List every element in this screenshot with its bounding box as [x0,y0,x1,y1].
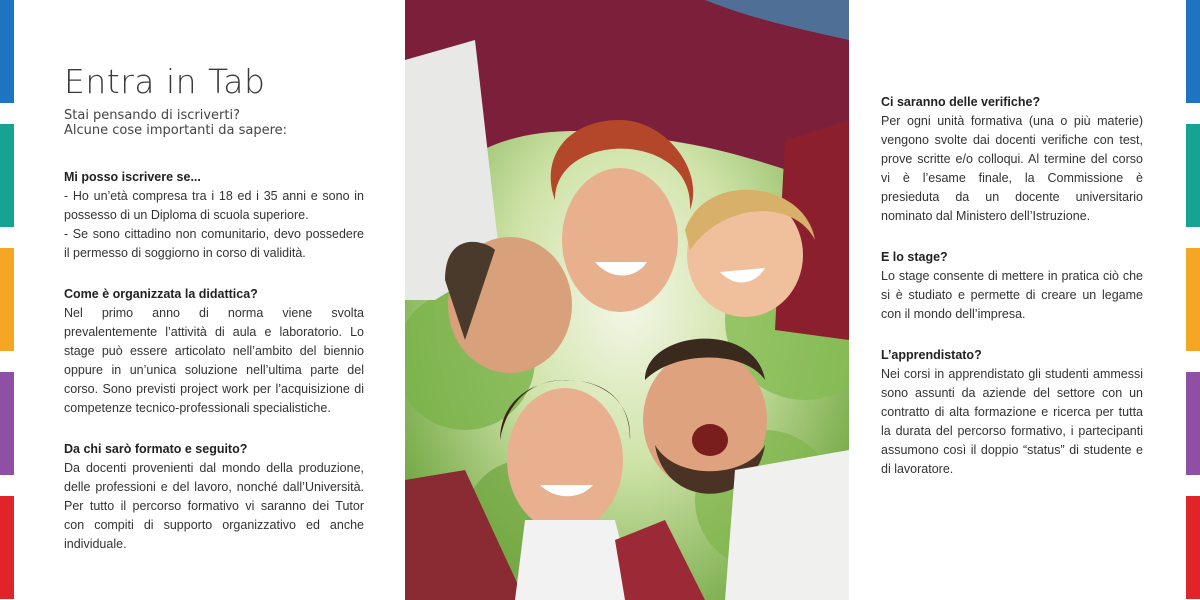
right-column [881,93,1143,479]
subtitle-line: Stai pensando di iscriverti? [64,108,240,123]
page-title: Entra in Tab [64,62,266,101]
section-heading: L’apprendistato? [881,348,982,362]
section-body: Nei corsi in apprendistato gli studenti ammessi sono assunti da aziende del settore con un contratto di alta formazione e ricerca per tutta la durata del percorso formativo, i partecipanti assumono così il doppio “status” di studente e di lavoratore. [881,367,1143,476]
subtitle-line: Alcune cose importanti da sapere: [64,123,288,138]
section-iscrizione [64,168,364,263]
section-stage [881,248,1143,324]
section-heading: Da chi sarò formato e seguito? [64,442,248,456]
left-column [64,62,364,554]
edge-tab-blue-left [0,0,14,103]
section-heading: Mi posso iscrivere se... [64,170,201,184]
group-photo-illustration [405,0,849,600]
section-body: - Ho un’età compresa tra i 18 ed i 35 anni e sono in possesso di un Diploma di scuola superiore. [64,189,364,222]
section-apprendistato [881,346,1143,479]
face-red-hair [562,168,678,312]
edge-tab-purple-right [1186,372,1200,475]
section-formazione [64,440,364,554]
edge-tab-red-left [0,496,14,599]
edge-tab-teal-right [1186,124,1200,227]
section-heading: Come è organizzata la didattica? [64,287,258,301]
face-brunette [507,388,623,532]
edge-tab-purple-left [0,372,14,475]
section-heading: E lo stage? [881,250,948,264]
edge-tab-blue-right [1186,0,1200,103]
edge-tab-orange-left [0,248,14,351]
section-heading: Ci saranno delle verifiche? [881,95,1041,109]
section-body: Per ogni unità formativa (una o più materie) vengono svolte dai docenti verifiche con test, prove scritte e/o colloqui. Al termine del corso vi è l’esame finale, la Commissione è presieduta da un docente universitario nominato dal Ministero dell’Istruzione. [881,114,1143,223]
group-photo [405,0,849,600]
section-body: - Se sono cittadino non comunitario, devo possedere il permesso di soggiorno in corso di validità. [64,227,364,260]
subtitle [64,108,364,138]
section-body: Da docenti provenienti dal mondo della produzione, delle professioni e del lavoro, nonché dall’Università. Per tutto il percorso formativo vi saranno dei Tutor con compiti di supporto organizzativo ed anche individuale. [64,461,364,551]
edge-tab-red-right [1186,496,1200,599]
edge-tab-teal-left [0,124,14,227]
section-didattica [64,285,364,418]
section-body: Lo stage consente di mettere in pratica ciò che si è studiato e permette di creare un legame con il mondo dell’impresa. [881,269,1143,321]
edge-tab-orange-right [1186,248,1200,351]
section-verifiche [881,93,1143,226]
section-body: Nel primo anno di norma viene svolta prevalentemente l’attività di aula e laboratorio. Lo stage può essere articolato nell’ambito del biennio oppure in un’unica soluzione nell’ultima parte del corso. Sono previsti project work per l’acquisizione di competenze tecnico-professionali specialistiche. [64,306,364,415]
